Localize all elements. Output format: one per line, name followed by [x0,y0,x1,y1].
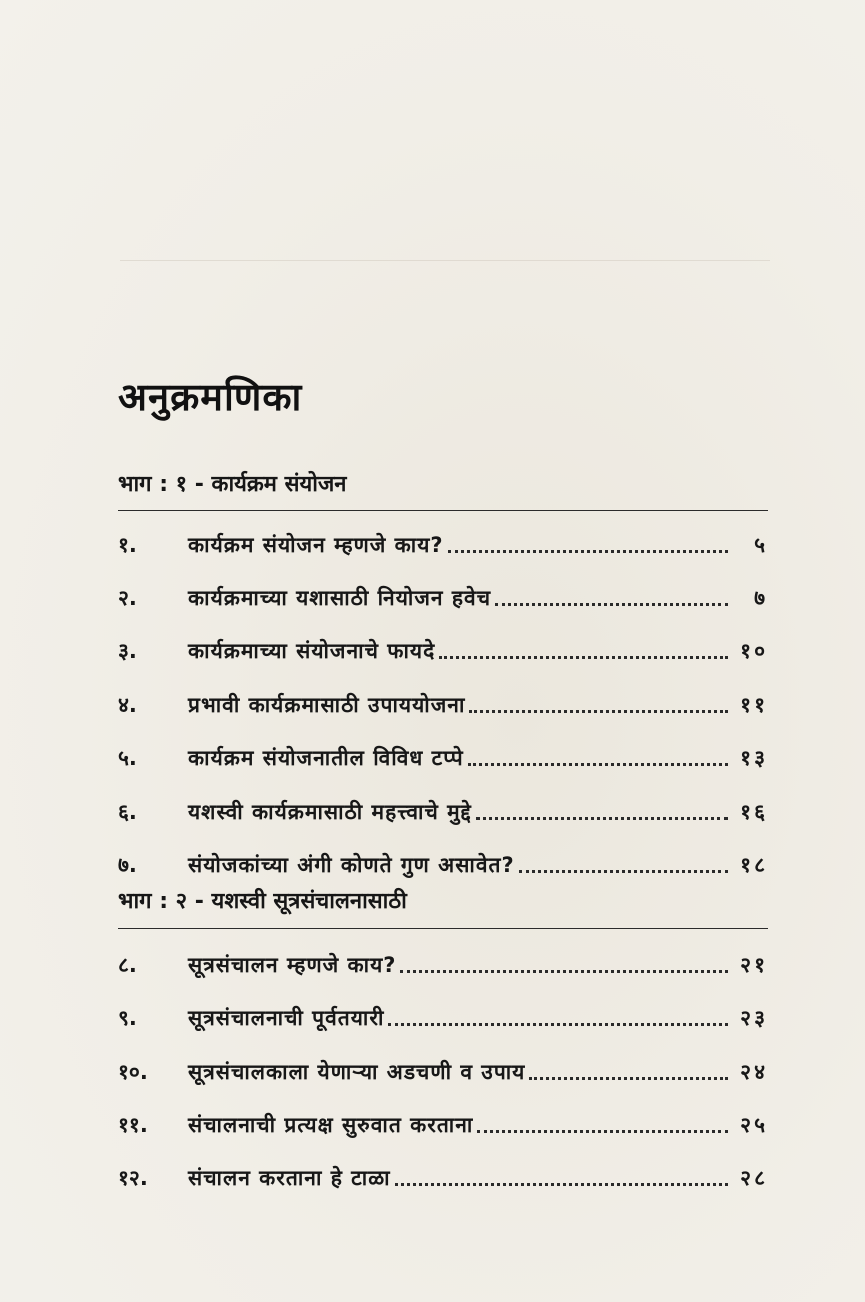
dot-leader [495,602,728,606]
dot-leader [476,816,728,820]
dot-leader [395,1182,728,1186]
toc-entry [118,845,768,879]
entry-number: ३. [118,639,137,663]
toc-entry [118,1052,768,1086]
entry-title: प्रभावी कार्यक्रमासाठी उपाययोजना [188,693,466,717]
dot-leader [400,969,728,973]
entry-title: यशस्वी कार्यक्रमासाठी महत्त्वाचे मुद्दे [188,800,472,824]
entry-number: १२. [118,1166,148,1190]
entry-title: कार्यक्रमाच्या यशासाठी नियोजन हवेच [188,586,492,610]
toc-entry [118,738,768,772]
entry-number: ४. [118,693,137,717]
entry-page: २४ [740,1060,768,1084]
entry-number: ७. [118,853,137,877]
part-2-heading: भाग : २ - यशस्वी सूत्रसंचालनासाठी [118,889,407,914]
part-1-divider [118,510,768,511]
dot-leader [468,762,728,766]
toc-entry [118,945,768,979]
entry-page: ७ [754,586,768,610]
dot-leader [448,549,728,553]
toc-entry [118,525,768,559]
entry-title: संयोजकांच्या अंगी कोणते गुण असावेत? [188,853,515,877]
entry-number: १०. [118,1060,148,1084]
entry-page: ११ [740,693,768,717]
entry-page: २१ [740,953,768,977]
dot-leader [529,1076,728,1080]
toc-entry [118,685,768,719]
entry-title: कार्यक्रम संयोजन म्हणजे काय? [188,533,444,557]
bleed-through-rule [120,260,770,261]
toc-entry [118,1158,768,1192]
part-1-heading: भाग : १ - कार्यक्रम संयोजन [118,472,347,497]
part-2-divider [118,928,768,929]
entry-page: १३ [740,746,768,770]
dot-leader [439,655,728,659]
toc-entry [118,1105,768,1139]
entry-title: सूत्रसंचालकाला येणाऱ्या अडचणी व उपाय [188,1060,526,1084]
entry-number: ६. [118,800,137,824]
entry-title: सूत्रसंचालनाची पूर्वतयारी [188,1006,385,1030]
entry-page: २५ [740,1113,768,1137]
entry-page: २८ [740,1166,768,1190]
entry-number: १. [118,533,137,557]
dot-leader [519,869,728,873]
entry-number: २. [118,586,137,610]
toc-entry [118,631,768,665]
toc-entry [118,578,768,612]
toc-entry [118,998,768,1032]
entry-title: संचालन करताना हे टाळा [188,1166,391,1190]
entry-title: कार्यक्रम संयोजनातील विविध टप्पे [188,746,464,770]
entry-number: ९. [118,1006,137,1030]
entry-page: १६ [740,800,768,824]
entry-number: ११. [118,1113,148,1137]
entry-title: कार्यक्रमाच्या संयोजनाचे फायदे [188,639,436,663]
entry-title: सूत्रसंचालन म्हणजे काय? [188,953,397,977]
toc-title: अनुक्रमणिका [118,375,303,419]
dot-leader [469,709,728,713]
entry-page: १८ [740,853,768,877]
entry-number: ५. [118,746,137,770]
dot-leader [388,1022,728,1026]
entry-page: १० [740,639,768,663]
entry-page: २३ [740,1006,768,1030]
entry-page: ५ [754,533,768,557]
dot-leader [477,1129,728,1133]
entry-title: संचालनाची प्रत्यक्ष सुरुवात करताना [188,1113,474,1137]
toc-entry [118,792,768,826]
entry-number: ८. [118,953,137,977]
